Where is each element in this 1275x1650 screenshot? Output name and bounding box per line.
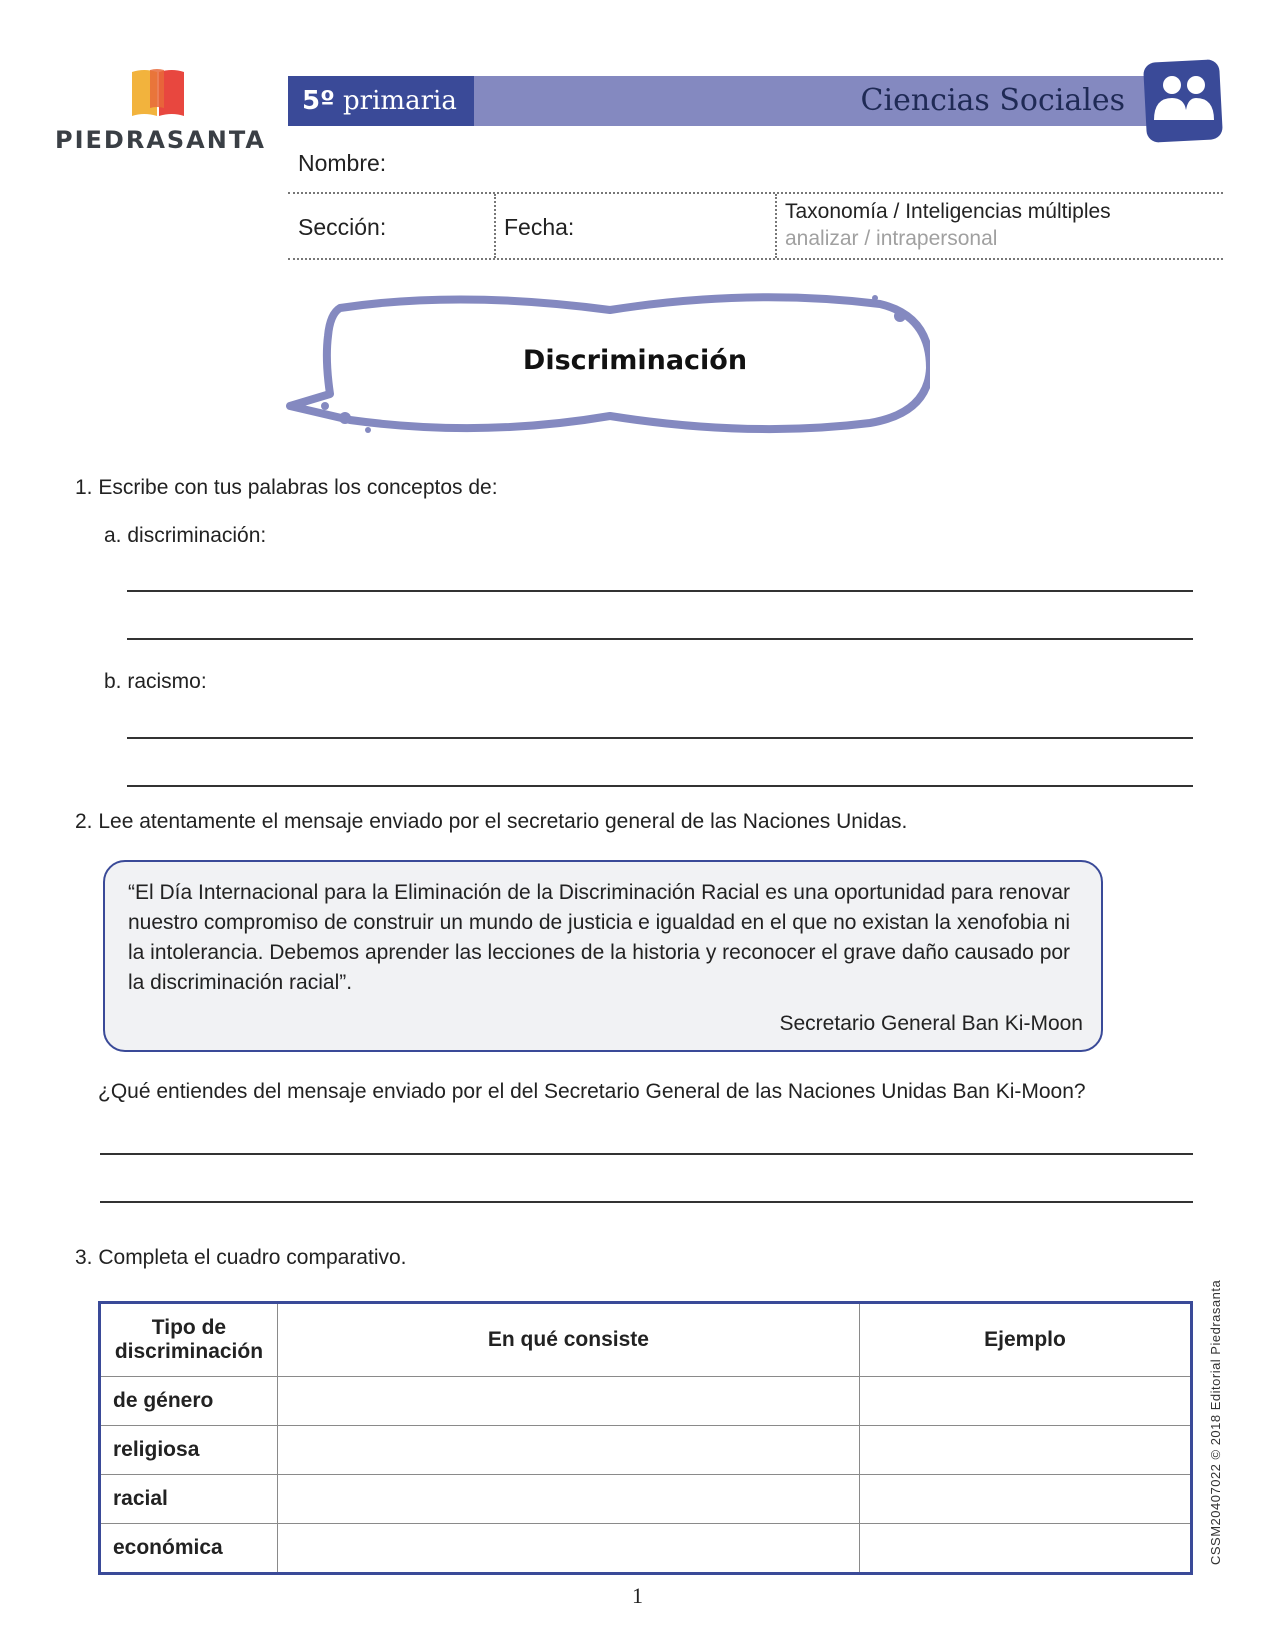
row-label: racial <box>100 1475 278 1524</box>
answer-cell[interactable] <box>859 1377 1191 1426</box>
grade-word: primaria <box>343 86 457 116</box>
quote-text: “El Día Internacional para la Eliminación de la Discriminación Racial es una oportunidad para renovar nuestro compromiso de construir un mundo de justicia e igualdad en el que no existan la xenofobia ni la intolerancia. Debemos aprender las lecciones de la historia y reconocer el grave daño causado por la discriminación racial”. <box>128 881 1071 994</box>
side-credit: CSSM20407022 © 2018 Editorial Piedrasanta <box>1208 1279 1223 1565</box>
divider <box>494 194 496 258</box>
grade-badge <box>288 76 474 126</box>
question-3: 3. Completa el cuadro comparativo. <box>75 1246 407 1269</box>
divider <box>775 194 777 258</box>
people-icon <box>1142 58 1224 144</box>
comparison-table <box>98 1301 1193 1575</box>
grade-number: 5º <box>302 86 335 116</box>
row-label: religiosa <box>100 1426 278 1475</box>
answer-line[interactable] <box>100 1153 1193 1155</box>
taxonomy-value: analizar / intrapersonal <box>785 227 998 250</box>
table-row <box>100 1377 1192 1426</box>
answer-line[interactable] <box>127 785 1193 787</box>
brand-name: PIEDRASANTA <box>55 126 266 154</box>
quote-author: Secretario General Ban Ki-Moon <box>779 1012 1083 1035</box>
piedrasanta-logo <box>55 68 265 168</box>
subject-title: Ciencias Sociales <box>860 83 1125 118</box>
table-row <box>100 1524 1192 1574</box>
row-label: de género <box>100 1377 278 1426</box>
table-header: Tipo de discriminación <box>100 1303 278 1377</box>
page-title: Discriminación <box>522 345 748 376</box>
table-header-row <box>100 1303 1192 1377</box>
nombre-label: Nombre: <box>298 150 387 176</box>
table-row <box>100 1475 1192 1524</box>
row-label: económica <box>100 1524 278 1574</box>
answer-cell[interactable] <box>277 1475 859 1524</box>
fecha-label: Fecha: <box>504 214 575 240</box>
divider <box>288 258 1223 260</box>
question-1: 1. Escribe con tus palabras los conceptos de: <box>75 476 498 499</box>
table-header: Ejemplo <box>859 1303 1191 1377</box>
question-1b: b. racismo: <box>104 670 207 693</box>
answer-cell[interactable] <box>277 1377 859 1426</box>
answer-cell[interactable] <box>859 1475 1191 1524</box>
seccion-label: Sección: <box>298 214 387 240</box>
table-header: En qué consiste <box>277 1303 859 1377</box>
answer-cell[interactable] <box>277 1426 859 1475</box>
question-1a: a. discriminación: <box>104 524 267 547</box>
question-2: 2. Lee atentamente el mensaje enviado por el secretario general de las Naciones Unidas. <box>75 810 908 833</box>
answer-line[interactable] <box>127 737 1193 739</box>
answer-line[interactable] <box>100 1201 1193 1203</box>
book-logo-icon <box>130 68 186 120</box>
answer-line[interactable] <box>127 590 1193 592</box>
page-number: 1 <box>632 1583 643 1608</box>
answer-cell[interactable] <box>859 1524 1191 1574</box>
divider <box>288 192 1223 194</box>
taxonomy-label: Taxonomía / Inteligencias múltiples <box>785 200 1111 223</box>
answer-cell[interactable] <box>277 1524 859 1574</box>
question-2-prompt: ¿Qué entiendes del mensaje enviado por el del Secretario General de las Naciones Unidas Ban Ki-Moon? <box>98 1080 1086 1103</box>
quote-box <box>103 860 1103 1052</box>
answer-line[interactable] <box>127 638 1193 640</box>
answer-cell[interactable] <box>859 1426 1191 1475</box>
table-row <box>100 1426 1192 1475</box>
